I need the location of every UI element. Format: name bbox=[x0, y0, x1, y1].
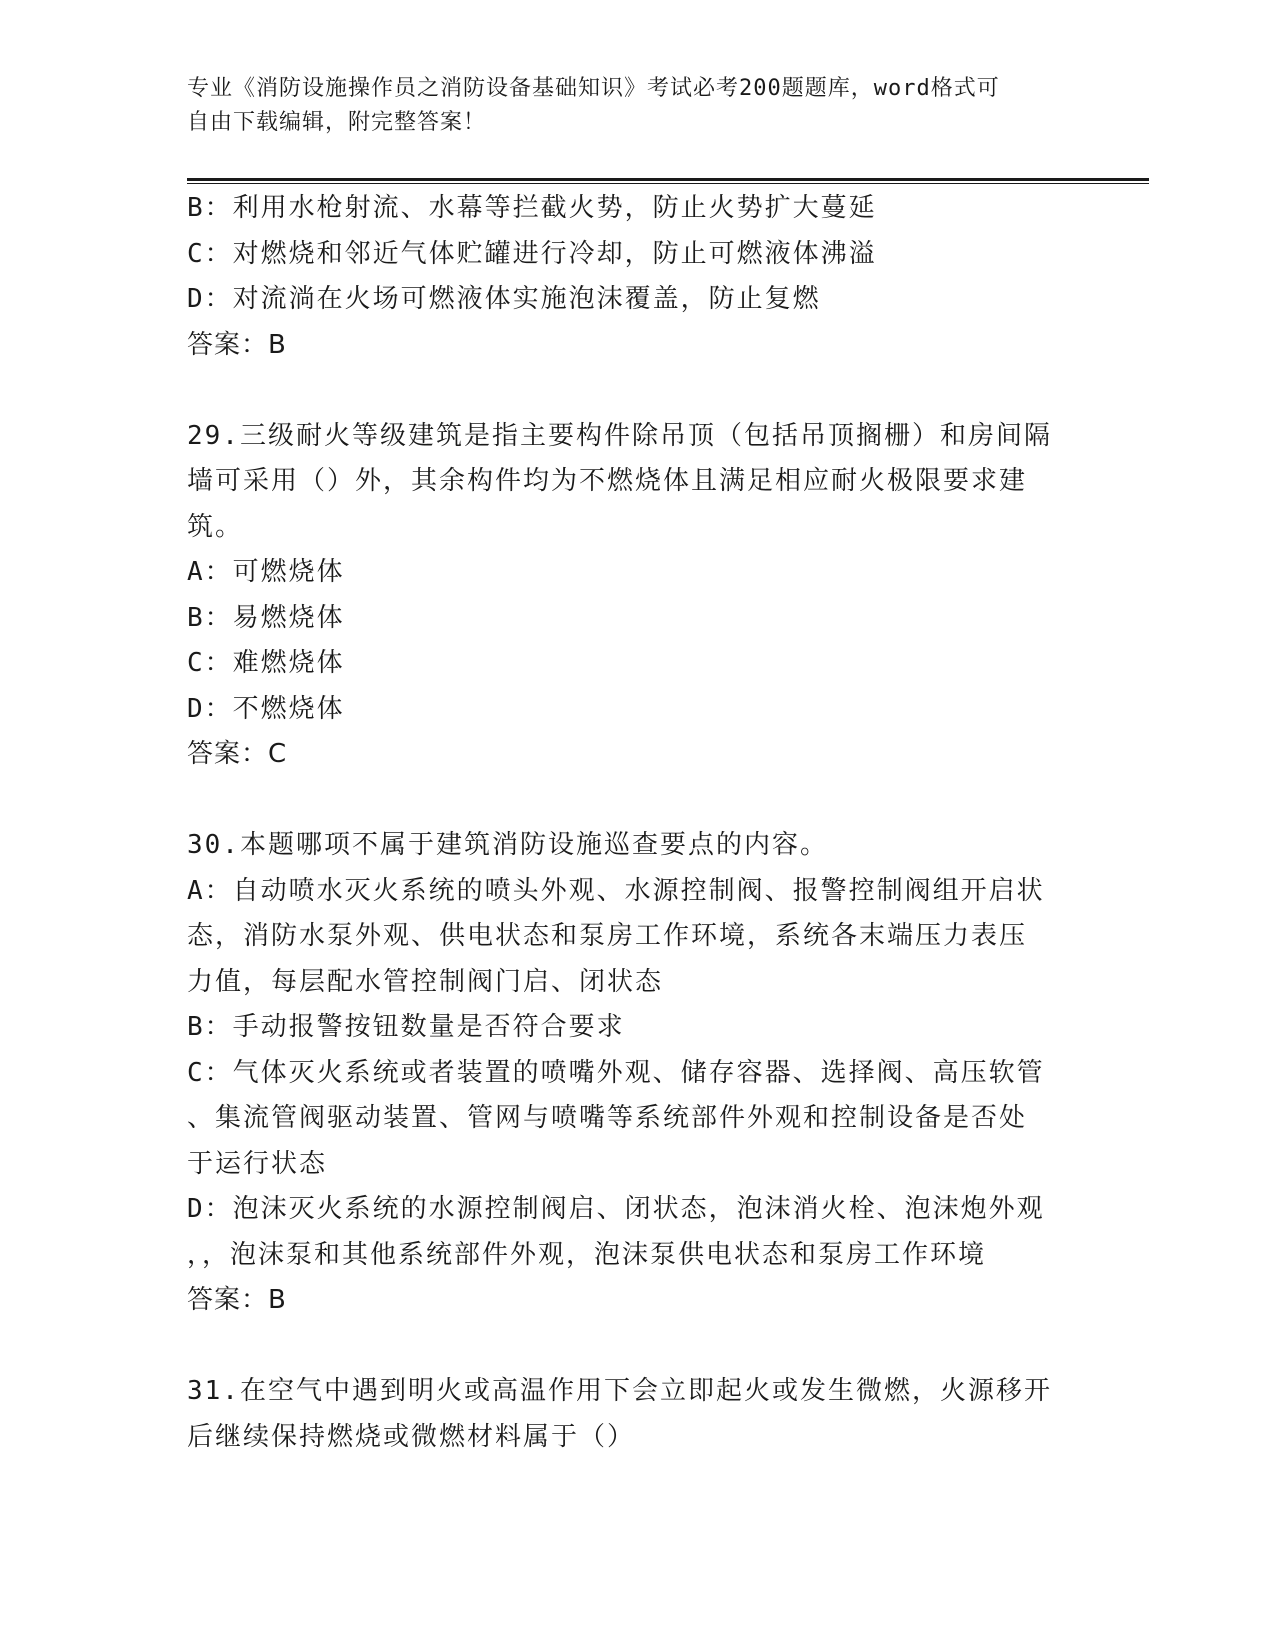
q29-answer: 答案：C bbox=[187, 739, 288, 769]
q28-option-c: C：对燃烧和邻近气体贮罐进行冷却，防止可燃液体沸溢 bbox=[187, 238, 877, 269]
question-29 bbox=[187, 414, 1077, 778]
q30-option-d-line-2: ，，泡沫泵和其他系统部件外观，泡沫泵供电状态和泵房工作环境 bbox=[187, 1239, 987, 1270]
q30-option-a-line-2: 态，消防水泵外观、供电状态和泵房工作环境，系统各末端压力表压 bbox=[187, 921, 1028, 951]
q30-option-d-line-1: D：泡沫灭火系统的水源控制阀启、闭状态，泡沫消火栓、泡沫炮外观 bbox=[187, 1194, 1045, 1224]
q29-stem-line-3: 筑。 bbox=[187, 511, 244, 542]
q31-stem-line-1: 31.在空气中遇到明火或高温作用下会立即起火或发生微燃，火源移开 bbox=[187, 1376, 1052, 1406]
document-body bbox=[187, 186, 1077, 1460]
q30-option-b: B：手动报警按钮数量是否符合要求 bbox=[187, 1012, 625, 1042]
q30-option-c-line-1: C：气体灭火系统或者装置的喷嘴外观、储存容器、选择阀、高压软管 bbox=[187, 1057, 1045, 1088]
q29-option-c: C：难燃烧体 bbox=[187, 648, 345, 678]
q28-option-d: D：对流淌在火场可燃液体实施泡沫覆盖，防止复燃 bbox=[187, 284, 821, 314]
question-31 bbox=[187, 1369, 1077, 1460]
q30-option-a-line-1: A：自动喷水灭火系统的喷头外观、水源控制阀、报警控制阀组开启状 bbox=[187, 875, 1045, 906]
q28-option-b: B：利用水枪射流、水幕等拦截火势，防止火势扩大蔓延 bbox=[187, 193, 877, 223]
q30-answer: 答案：B bbox=[187, 1285, 287, 1315]
spacer bbox=[187, 368, 1077, 414]
q30-option-a-line-3: 力值，每层配水管控制阀门启、闭状态 bbox=[187, 966, 664, 997]
question-28-tail bbox=[187, 186, 1077, 368]
q30-option-c-line-3: 于运行状态 bbox=[187, 1148, 328, 1179]
q28-answer: 答案：B bbox=[187, 329, 287, 360]
q29-option-b: B：易燃烧体 bbox=[187, 602, 345, 633]
header-line-1: 专业《消防设施操作员之消防设备基础知识》考试必考200题题库，word格式可 bbox=[187, 76, 1000, 101]
header-divider-thick bbox=[187, 178, 1149, 181]
q30-stem: 30.本题哪项不属于建筑消防设施巡查要点的内容。 bbox=[187, 830, 828, 860]
spacer bbox=[187, 778, 1077, 824]
q30-option-c-line-2: 、集流管阀驱动装置、管网与喷嘴等系统部件外观和控制设备是否处 bbox=[187, 1103, 1028, 1133]
spacer bbox=[187, 1324, 1077, 1370]
q29-stem-line-1: 29.三级耐火等级建筑是指主要构件除吊顶（包括吊顶搁栅）和房间隔 bbox=[187, 420, 1052, 451]
header-divider-thin bbox=[187, 183, 1149, 184]
q29-option-a: A：可燃烧体 bbox=[187, 557, 345, 587]
header-line-2: 自由下载编辑，附完整答案！ bbox=[187, 110, 487, 135]
document-header bbox=[187, 72, 1067, 140]
question-30 bbox=[187, 823, 1077, 1324]
q31-stem-line-2: 后继续保持燃烧或微燃材料属于（） bbox=[187, 1421, 636, 1452]
q29-option-d: D：不燃烧体 bbox=[187, 693, 345, 724]
q29-stem-line-2: 墙可采用（）外，其余构件均为不燃烧体且满足相应耐火极限要求建 bbox=[187, 466, 1028, 496]
